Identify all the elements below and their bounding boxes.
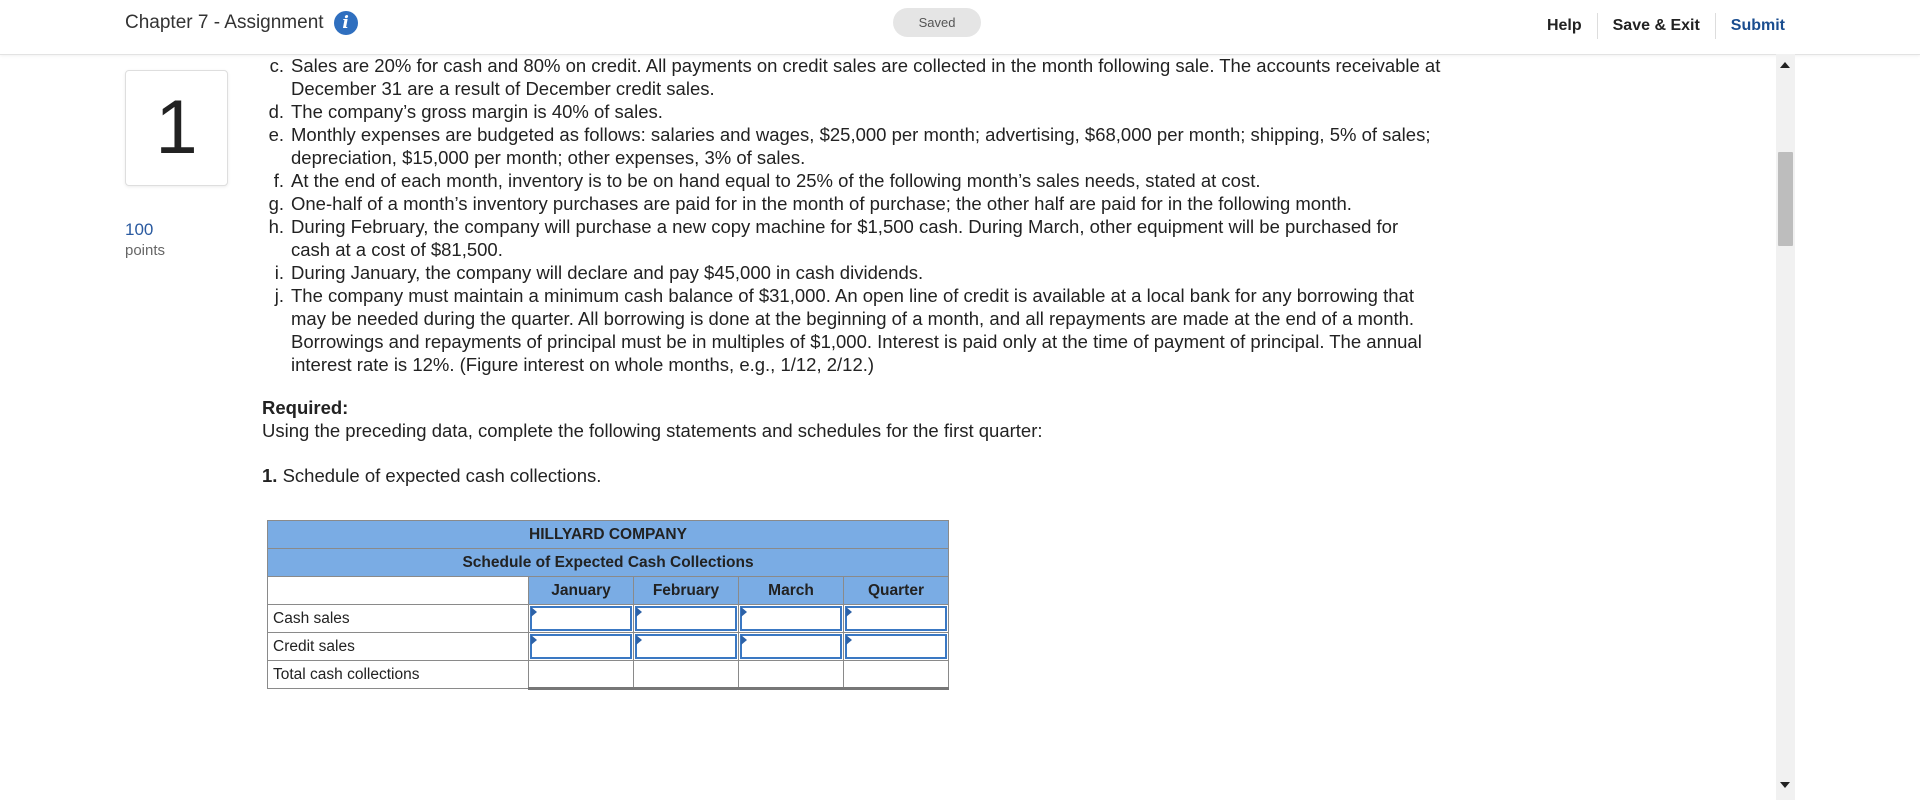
cash-collections-table xyxy=(267,520,949,690)
item-text: The company’s gross margin is 40% of sales. xyxy=(291,101,663,122)
item-text: Monthly expenses are budgeted as follows: salaries and wages, $25,000 per month; advertising, $68,000 per month; shipping, 5% of sales; depreciation, $15,000 per month; other expenses, 3% of sales. xyxy=(291,124,1431,168)
item-letter: h. xyxy=(268,216,284,237)
input-marker-icon xyxy=(741,607,747,617)
points-label: points xyxy=(125,242,166,259)
item-letter: i. xyxy=(274,262,284,283)
input-marker-icon xyxy=(846,635,852,645)
row-label: Total cash collections xyxy=(268,661,529,689)
input-marker-icon xyxy=(846,607,852,617)
scroll-up-arrow-icon[interactable] xyxy=(1780,62,1790,68)
list-item xyxy=(262,123,1442,169)
list-item xyxy=(262,100,1442,123)
input-box[interactable] xyxy=(635,634,737,659)
column-header-january: January xyxy=(529,577,634,605)
header-actions xyxy=(1532,13,1785,39)
total-march-cell xyxy=(739,661,844,689)
column-header-march: March xyxy=(739,577,844,605)
list-item xyxy=(262,192,1442,215)
list-item xyxy=(262,54,1442,100)
input-box[interactable] xyxy=(530,634,632,659)
item-text: One-half of a month’s inventory purchases are paid for in the month of purchase; the other half are paid for in the following month. xyxy=(291,193,1352,214)
credit-sales-march-input[interactable] xyxy=(739,633,844,661)
cash-sales-february-input[interactable] xyxy=(634,605,739,633)
input-box[interactable] xyxy=(635,606,737,631)
item-text: At the end of each month, inventory is to be on hand equal to 25% of the following month’s sales needs, stated at cost. xyxy=(291,170,1261,191)
credit-sales-february-input[interactable] xyxy=(634,633,739,661)
list-item xyxy=(262,215,1442,261)
question-number-card: 1 xyxy=(125,70,228,186)
help-link[interactable]: Help xyxy=(1546,17,1582,34)
credit-sales-january-input[interactable] xyxy=(529,633,634,661)
top-bar xyxy=(0,0,1920,55)
submit-button[interactable]: Submit xyxy=(1730,17,1785,34)
credit-sales-quarter-input[interactable] xyxy=(844,633,949,661)
question-content xyxy=(262,54,1442,487)
item-text: During February, the company will purchase a new copy machine for $1,500 cash. During March, other equipment will be purchased for cash at a cost of $81,500. xyxy=(291,216,1399,260)
row-label: Cash sales xyxy=(268,605,529,633)
input-marker-icon xyxy=(636,635,642,645)
schedule-title: Schedule of Expected Cash Collections xyxy=(268,549,949,577)
list-item xyxy=(262,261,1442,284)
item-letter: j. xyxy=(274,285,284,306)
step-number: 1. xyxy=(262,465,278,486)
column-header-row xyxy=(268,577,949,605)
company-name: HILLYARD COMPANY xyxy=(268,521,949,549)
cash-sales-quarter-input[interactable] xyxy=(844,605,949,633)
input-marker-icon xyxy=(741,635,747,645)
item-text: During January, the company will declare and pay $45,000 in cash dividends. xyxy=(291,262,924,283)
blank-header-cell xyxy=(268,577,529,605)
table-header-row xyxy=(268,521,949,549)
table-row xyxy=(268,605,949,633)
input-marker-icon xyxy=(531,607,537,617)
list-item xyxy=(262,284,1442,376)
item-letter: d. xyxy=(268,101,284,122)
input-box[interactable] xyxy=(845,606,947,631)
table-row xyxy=(268,633,949,661)
input-box[interactable] xyxy=(740,634,842,659)
item-text: Sales are 20% for cash and 80% on credit. All payments on credit sales are collected in the month following sale. The accounts receivable at December 31 are a result of December credit sales. xyxy=(291,55,1441,99)
scroll-down-arrow-icon[interactable] xyxy=(1780,782,1790,788)
table-row xyxy=(268,661,949,689)
saved-status-badge: Saved xyxy=(893,8,981,37)
input-box[interactable] xyxy=(740,606,842,631)
save-exit-link[interactable]: Save & Exit xyxy=(1612,17,1700,34)
total-january-cell xyxy=(529,661,634,689)
column-header-quarter: Quarter xyxy=(844,577,949,605)
item-letter: e. xyxy=(268,124,284,145)
item-letter: c. xyxy=(269,55,284,76)
item-letter: f. xyxy=(273,170,284,191)
input-marker-icon xyxy=(636,607,642,617)
step-text: Schedule of expected cash collections. xyxy=(277,465,602,486)
assignment-title: Chapter 7 - Assignment xyxy=(125,12,324,33)
item-text: The company must maintain a minimum cash balance of $31,000. An open line of credit is available at a local bank for any borrowing that may be needed during the quarter. All borrowing is done at the beginning of a month, and all repayments are made at the end of a month. Borrowings and repayments of principal must be in multiples of $1,000. Interest is paid only at the time of payment of principal. The annual interest rate is 12%. (Figure interest on whole months, e.g., 1/12, 2/12.) xyxy=(291,285,1422,375)
cash-sales-january-input[interactable] xyxy=(529,605,634,633)
required-text: Using the preceding data, complete the following statements and schedules for the first quarter: xyxy=(262,420,1043,441)
total-february-cell xyxy=(634,661,739,689)
table-header-row xyxy=(268,549,949,577)
info-icon[interactable]: i xyxy=(334,11,358,35)
list-item xyxy=(262,169,1442,192)
column-header-february: February xyxy=(634,577,739,605)
cash-sales-march-input[interactable] xyxy=(739,605,844,633)
assignment-title-group xyxy=(125,11,358,35)
required-heading: Required: xyxy=(262,397,349,418)
step-heading xyxy=(262,464,1442,487)
item-letter: g. xyxy=(268,193,284,214)
total-quarter-cell xyxy=(844,661,949,689)
input-box[interactable] xyxy=(530,606,632,631)
row-label: Credit sales xyxy=(268,633,529,661)
scrollbar-thumb[interactable] xyxy=(1778,152,1793,246)
points-value: 100 xyxy=(125,220,154,239)
input-box[interactable] xyxy=(845,634,947,659)
input-marker-icon xyxy=(531,635,537,645)
